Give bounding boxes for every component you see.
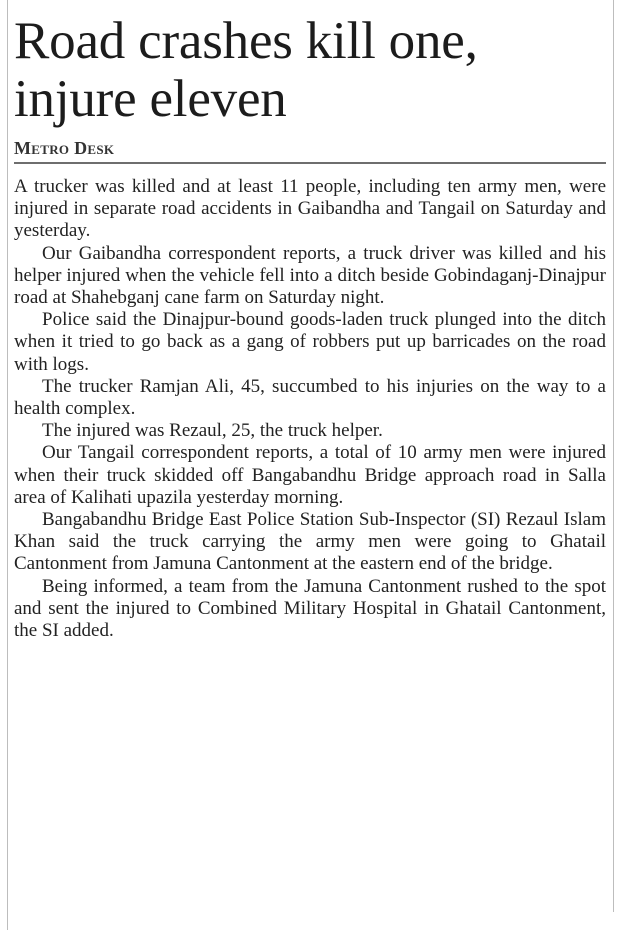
news-article	[14, 12, 606, 642]
article-paragraph: Bangabandhu Bridge East Police Station Sub-Inspector (SI) Rezaul Islam Khan said the truck carrying the army men were going to Ghatail Cantonment from Jamuna Cantonment at the eastern end of the bridge.	[14, 509, 606, 575]
column-right-rule	[613, 0, 614, 912]
article-paragraph: Being informed, a team from the Jamuna Cantonment rushed to the spot and sent the injured to Combined Military Hospital in Ghatail Cantonment, the SI added.	[14, 575, 606, 642]
article-paragraph: A trucker was killed and at least 11 people, including ten army men, were injured in separate road accidents in Gaibandha and Tangail on Saturday and yesterday.	[14, 176, 606, 242]
article-paragraph: The injured was Rezaul, 25, the truck helper.	[42, 420, 383, 442]
article-paragraph: Our Tangail correspondent reports, a total of 10 army men were injured when their truck skidded off Bangabandhu Bridge approach road in Salla area of Kalihati upazila yesterday morning.	[14, 442, 606, 508]
article-paragraph: Police said the Dinajpur-bound goods-laden truck plunged into the ditch when it tried to go back as a gang of robbers put up barricades on the road with logs.	[14, 309, 606, 375]
article-byline: Metro Desk	[14, 138, 115, 158]
article-body	[14, 176, 606, 642]
byline-divider	[14, 162, 606, 164]
article-headline: Road crashes kill one, injure eleven	[14, 12, 478, 128]
column-left-rule	[7, 0, 8, 930]
article-paragraph: The trucker Ramjan Ali, 45, succumbed to his injuries on the way to a health complex.	[14, 375, 606, 420]
article-paragraph: Our Gaibandha correspondent reports, a truck driver was killed and his helper injured when the vehicle fell into a ditch beside Gobindaganj-Dinajpur road at Shahebganj cane farm on Saturday night.	[14, 242, 606, 309]
